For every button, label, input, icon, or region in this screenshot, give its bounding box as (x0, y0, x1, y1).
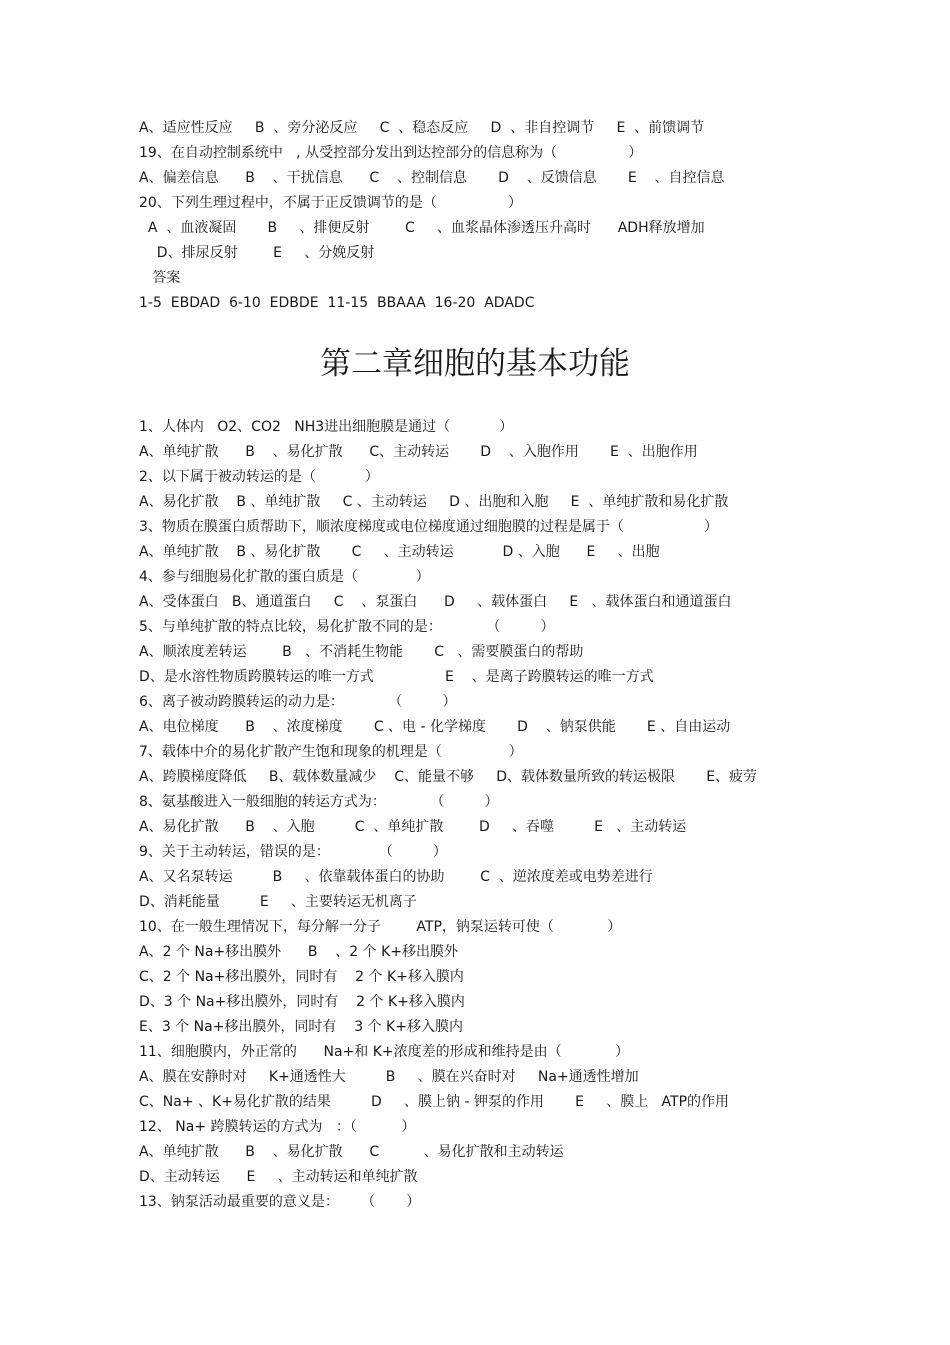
question-20: 20、下列生理过程中，不属于正反馈调节的是（ ） (139, 195, 523, 211)
options-8: A、易化扩散 B 、入胞 C 、单纯扩散 D 、吞噬 E 、主动转运 (139, 819, 687, 835)
options-9a: A、又名泵转运 B 、依靠载体蛋白的协助 C 、逆浓度差或电势差进行 (139, 869, 653, 885)
options-12a: A、单纯扩散 B 、易化扩散 C 、易化扩散和主动转运 (139, 1144, 564, 1160)
options-1: A、单纯扩散 B 、易化扩散 C、主动转运 D 、入胞作用 E 、出胞作用 (139, 444, 698, 460)
answer-heading: 答案 (139, 270, 181, 286)
question-8: 8、氨基酸进入一般细胞的转运方式为： （ ） (139, 794, 499, 810)
options-11a: A、膜在安静时对 K+通透性大 B 、膜在兴奋时对 Na+通透性增加 (139, 1069, 639, 1085)
question-2: 2、以下属于被动转运的是（ ） (139, 469, 379, 485)
question-1: 1、人体内 O2、CO2 NH3进出细胞膜是通过（ ） (139, 419, 514, 435)
question-13: 13、钠泵活动最重要的意义是： （ ） (139, 1194, 421, 1210)
option-line-20a: A 、血液凝固 B 、排便反射 C 、血浆晶体渗透压升高时 ADH释放增加 (139, 220, 705, 236)
question-10: 10、在一般生理情况下，每分解一分子 ATP，钠泵运转可使（ ） (139, 919, 622, 935)
options-10c: D、3 个 Na+移出膜外，同时有 2 个 K+移入膜内 (139, 994, 465, 1010)
options-10d: E、3 个 Na+移出膜外，同时有 3 个 K+移入膜内 (139, 1019, 463, 1035)
option-line-18: A、适应性反应 B 、旁分泌反应 C 、稳态反应 D 、非自控调节 E 、前馈调节 (139, 120, 705, 136)
question-12: 12、 Na+ 跨膜转运的方式为 ：（ ） (139, 1119, 416, 1135)
options-9b: D、消耗能量 E 、主要转运无机离子 (139, 894, 417, 910)
question-9: 9、关于主动转运，错误的是： （ ） (139, 844, 447, 860)
options-11b: C、Na+ 、K+易化扩散的结果 D 、膜上钠 - 钾泵的作用 E 、膜上 ATP的作用 (139, 1094, 730, 1110)
options-2: A、易化扩散 B 、单纯扩散 C 、主动转运 D 、出胞和入胞 E 、单纯扩散和易化扩散 (139, 494, 729, 510)
options-6: A、电位梯度 B 、浓度梯度 C 、电 - 化学梯度 D 、钠泵供能 E 、自由运动 (139, 719, 731, 735)
question-11: 11、细胞膜内，外正常的 Na+和 K+浓度差的形成和维持是由（ ） (139, 1044, 630, 1060)
options-10b: C、2 个 Na+移出膜外，同时有 2 个 K+移入膜内 (139, 969, 464, 985)
options-7: A、跨膜梯度降低 B、载体数量减少 C、能量不够 D、载体数量所致的转运极限 E、疲劳 (139, 769, 758, 785)
option-line-20b: D、排尿反射 E 、分娩反射 (139, 245, 375, 261)
question-3: 3、物质在膜蛋白质帮助下，顺浓度梯度或电位梯度通过细胞膜的过程是属于（ ） (139, 519, 719, 535)
options-10a: A、2 个 Na+移出膜外 B 、2 个 K+移出膜外 (139, 944, 458, 960)
question-4: 4、参与细胞易化扩散的蛋白质是（ ） (139, 569, 430, 585)
option-line-19: A、偏差信息 B 、干扰信息 C 、控制信息 D 、反馈信息 E 、自控信息 (139, 170, 725, 186)
options-3: A、单纯扩散 B 、易化扩散 C 、主动转运 D 、入胞 E 、出胞 (139, 544, 660, 560)
question-6: 6、离子被动跨膜转运的动力是： （ ） (139, 694, 457, 710)
question-19: 19、在自动控制系统中 , 从受控部分发出到达控部分的信息称为（ ） (139, 145, 643, 161)
answer-key: 1-5 EBDAD 6-10 EDBDE 11-15 BBAAA 16-20 ADADC (139, 295, 535, 311)
question-5: 5、与单纯扩散的特点比较，易化扩散不同的是： （ ） (139, 619, 555, 635)
chapter-title: 第二章细胞的基本功能 (320, 346, 630, 382)
options-5a: A、顺浓度差转运 B 、不消耗生物能 C 、需要膜蛋白的帮助 (139, 644, 584, 660)
options-4: A、受体蛋白 B、通道蛋白 C 、泵蛋白 D 、载体蛋白 E 、载体蛋白和通道蛋白 (139, 594, 732, 610)
question-7: 7、载体中介的易化扩散产生饱和现象的机理是（ ） (139, 744, 523, 760)
options-5b: D、是水溶性物质跨膜转运的唯一方式 E 、是离子跨膜转运的唯一方式 (139, 669, 654, 685)
options-12b: D、主动转运 E 、主动转运和单纯扩散 (139, 1169, 418, 1185)
